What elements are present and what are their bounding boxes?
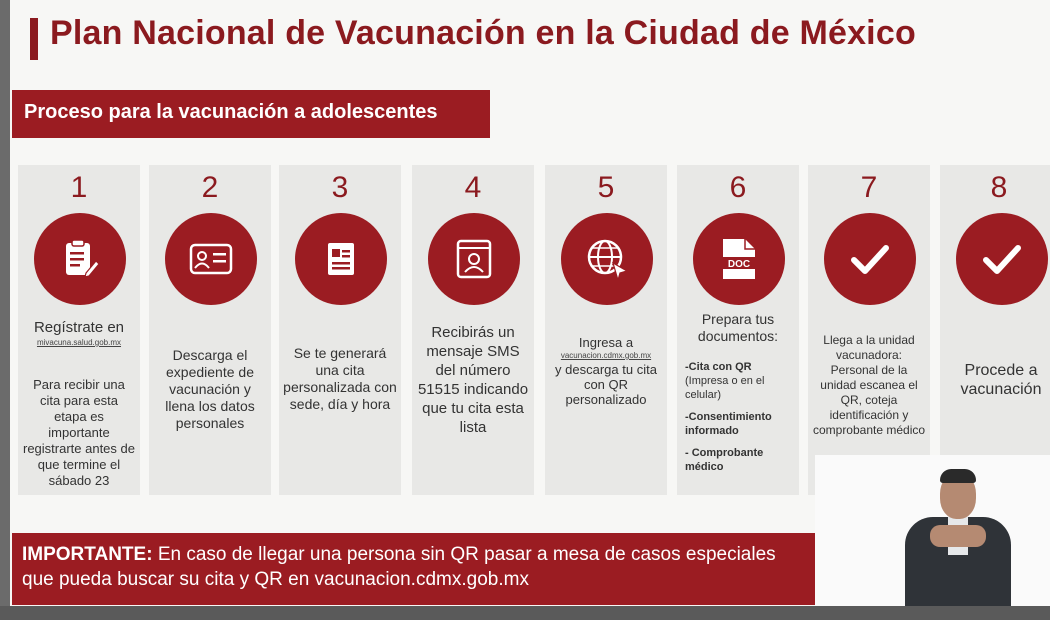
step-number: 1 [70,171,88,204]
title-accent-bar [30,18,38,60]
id-card-icon [187,235,235,283]
step-url[interactable]: mivacuna.salud.gob.mx [36,338,122,347]
step-number: 2 [201,171,219,204]
step-text: Procede a vacunación [960,362,1042,398]
document-item-bold: - Comprobante médico [685,447,764,473]
bottom-border [0,606,1050,620]
step-number: 8 [990,171,1008,204]
step-card-4 [412,165,534,495]
important-message [22,542,812,592]
important-text: En caso de llegar una persona sin QR pasar a mesa de casos especiales que pueda buscar su cita y QR en vacunacion.cdmx.gob.mx [22,544,776,590]
step-number: 6 [729,171,747,204]
left-border [0,0,10,620]
important-banner [12,533,824,605]
step-number: 5 [597,171,615,204]
step-text: Llega a la unidad vacunadora: Personal de la unidad escanea el QR, coteja identificación y comprobante médico [812,333,926,437]
step-icon-circle [824,213,916,305]
step-text: Se te generará una cita personalizada con sede, día y hora [283,345,397,412]
step-icon-circle [956,213,1048,305]
step-card-7 [808,165,930,495]
document-item [685,360,797,402]
globe-cursor-icon [583,235,631,283]
document-list [685,360,797,474]
check-icon [978,235,1026,283]
clipboard-icon [56,235,104,283]
step-icon-circle [693,213,785,305]
step-number: 4 [464,171,482,204]
phone-user-icon [450,235,498,283]
step-text-after: y descarga tu cita con QR personalizado [555,362,657,407]
doc-icon-label: DOC [727,259,751,270]
step-icon-circle [561,213,653,305]
step-icon-circle [295,213,387,305]
step-text-before: Ingresa a [578,335,634,350]
step-card-5 [545,165,667,495]
important-label: IMPORTANTE: [22,544,153,565]
step-note: Para recibir una cita para esta etapa es importante registrarte antes de que termine el sábado 23 [22,377,135,488]
step-text: Recibirás un mensaje SMS del número 51515 indicando que tu cita esta lista [417,324,529,436]
page-title: Plan Nacional de Vacunación en la Ciudad de México [50,14,916,52]
check-icon [846,235,894,283]
step-card-2 [149,165,271,495]
document-item-note: (Impresa o en el celular) [685,375,765,401]
interpreter-video [815,455,1050,606]
document-item-bold: -Consentimiento informado [685,411,772,437]
step-card-6 [677,165,799,495]
step-card-8 [940,165,1050,495]
document-item [685,446,797,474]
subtitle-text: Proceso para la vacunación a adolescentes [24,101,438,123]
interpreter-hair [940,469,976,483]
step-number: 7 [860,171,878,204]
step-title: Prepara tus documentos: [697,311,779,344]
document-item-bold: -Cita con QR [685,361,752,373]
step-text: Descarga el expediente de vacunación y llena los datos personales [165,347,255,431]
step-card-3 [279,165,401,495]
document-item [685,410,797,438]
step-url[interactable]: vacunacion.cdmx.gob.mx [560,351,652,360]
step-title: Regístrate en [33,319,125,336]
step-icon-circle [428,213,520,305]
step-number: 3 [331,171,349,204]
doc-icon [715,235,763,283]
badge-icon [317,235,365,283]
step-icon-circle [165,213,257,305]
step-card-1 [18,165,140,495]
interpreter-hands [930,525,986,547]
subtitle-banner [12,90,490,138]
step-icon-circle [34,213,126,305]
